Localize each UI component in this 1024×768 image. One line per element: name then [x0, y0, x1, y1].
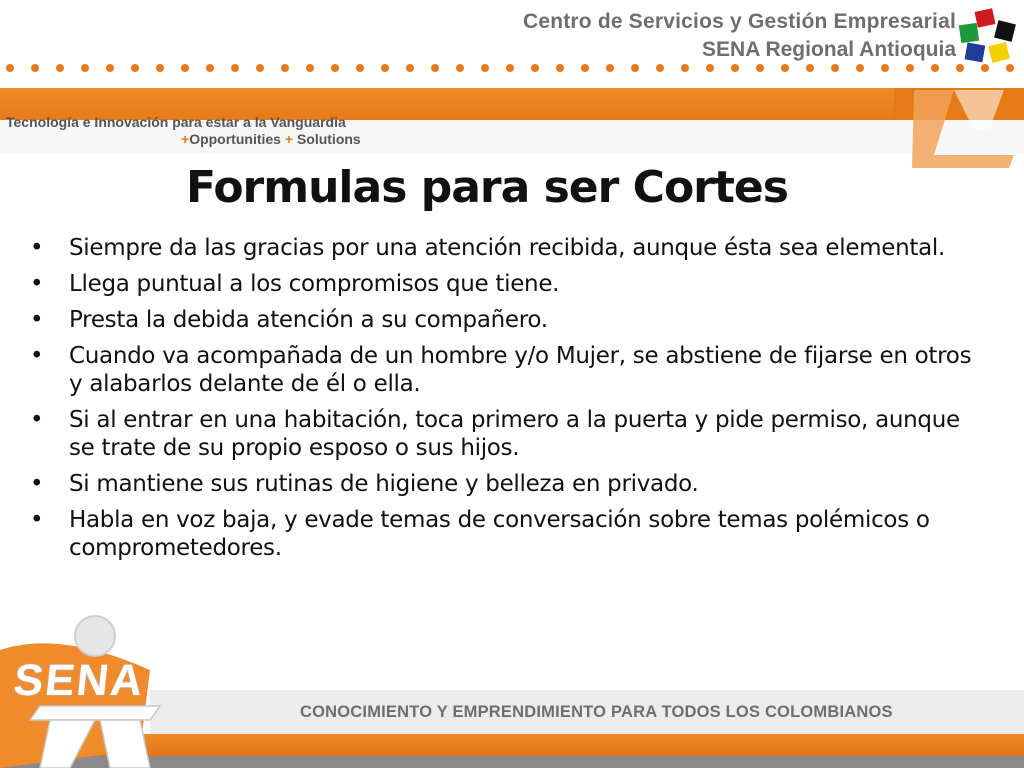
bullet-icon: •	[30, 407, 44, 433]
list-item-text: Si mantiene sus rutinas de higiene y belleza en privado.	[69, 471, 699, 497]
list-item-text: Habla en voz baja, y evade temas de conversación sobre temas polémicos o comprometedores.	[69, 507, 930, 561]
bullet-icon: •	[30, 271, 44, 297]
plus-sign: +	[284, 131, 294, 147]
header-tagline	[6, 114, 361, 148]
tagline-line-1: Tecnología e Innovación para estar a la Vanguardia	[6, 114, 346, 130]
dotted-divider	[0, 60, 1024, 76]
list-item-text: Siempre da las gracias por una atención recibida, aunque ésta sea elemental.	[69, 235, 946, 261]
bullet-icon: •	[30, 507, 44, 533]
plus-sign: +	[181, 131, 190, 147]
bullet-icon: •	[30, 471, 44, 497]
bullet-list	[24, 234, 984, 570]
colored-squares-logo-icon	[956, 8, 1018, 66]
list-item-text: Cuando va acompañada de un hombre y/o Mujer, se abstiene de fijarse en otros y alabarlos delante de él o ella.	[69, 343, 972, 397]
org-line-2: SENA Regional Antioquia	[702, 38, 956, 61]
header-swoosh-decoration	[894, 80, 1024, 170]
bullet-icon: •	[30, 235, 44, 261]
list-item	[24, 506, 984, 562]
org-line-1: Centro de Servicios y Gestión Empresarial	[522, 10, 956, 33]
list-item	[24, 470, 984, 498]
list-item	[24, 306, 984, 334]
list-item	[24, 342, 984, 398]
header-org	[523, 8, 956, 64]
tagline-opportunities: Opportunities	[189, 131, 281, 147]
list-item-text: Llega puntual a los compromisos que tiene.	[69, 271, 560, 297]
list-item	[24, 406, 984, 462]
tagline-solutions: Solutions	[296, 131, 361, 147]
list-item	[24, 270, 984, 298]
list-item-text: Presta la debida atención a su compañero.	[69, 307, 548, 333]
sena-logo-text: SENA	[11, 656, 147, 705]
tagline-line-2	[6, 131, 361, 148]
footer-slogan: CONOCIMIENTO Y EMPRENDIMIENTO PARA TODOS LOS COLOMBIANOS	[300, 703, 893, 721]
bullet-icon: •	[30, 307, 44, 333]
bullet-icon: •	[30, 343, 44, 369]
list-item-text: Si al entrar en una habitación, toca primero a la puerta y pide permiso, aunque se trate de su propio esposo o sus hijos.	[69, 407, 960, 461]
list-item	[24, 234, 984, 262]
slide-title: Formulas para ser Cortes	[186, 162, 788, 213]
